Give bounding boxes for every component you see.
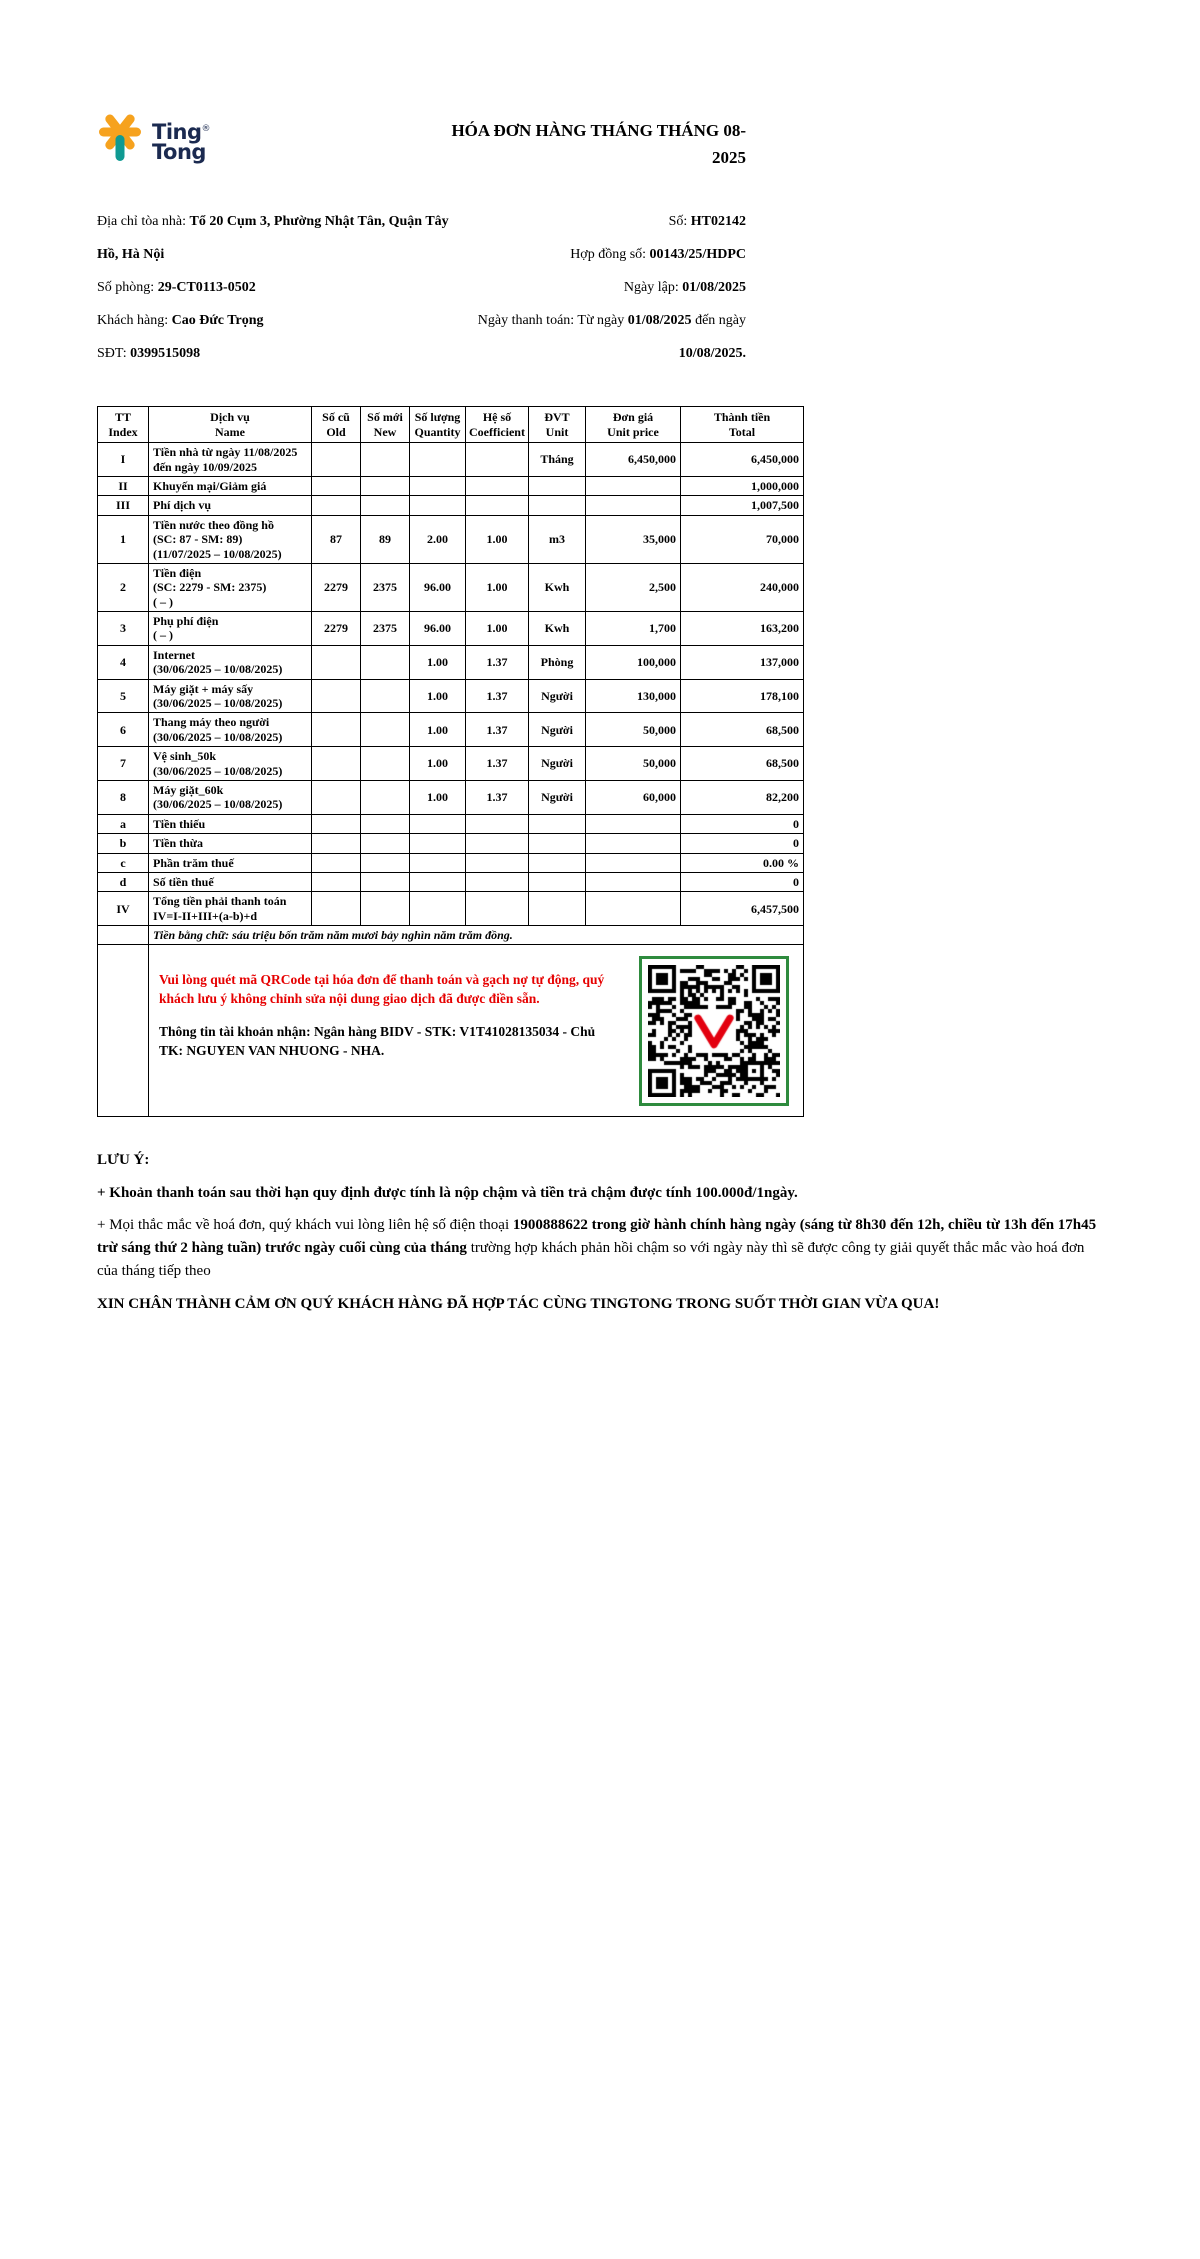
text-segment: 00143/25/HDPC <box>649 247 746 263</box>
cell-quantity <box>410 853 466 872</box>
tingtong-logo-text <box>152 113 210 162</box>
cell-old: 2279 <box>312 563 361 611</box>
footer-notes-line-3 <box>97 1293 947 1316</box>
cell-new: 2375 <box>361 612 410 646</box>
cell-index: a <box>98 814 149 833</box>
invoice-content <box>97 113 1103 1325</box>
cell-total: 68,500 <box>681 713 804 747</box>
text-segment: V1T41028135034 <box>459 1024 560 1040</box>
info-left-column-line-1 <box>97 271 461 304</box>
info-left-column-line-3 <box>97 337 461 370</box>
cell-total: 6,457,500 <box>681 892 804 926</box>
cell-new <box>361 443 410 477</box>
cell-quantity: 1.00 <box>410 780 466 814</box>
table-row-4 <box>98 645 804 679</box>
cell-coefficient <box>466 872 529 891</box>
column-header-8: Thành tiền Total <box>681 407 804 443</box>
cell-total: 6,450,000 <box>681 443 804 477</box>
cell-unit-price <box>586 476 681 495</box>
qr-code-frame <box>639 956 789 1106</box>
column-header-2: Số cũ Old <box>312 407 361 443</box>
cell-unit <box>529 814 586 833</box>
cell-service-name: Phí dịch vụ <box>149 496 312 515</box>
info-right-column-line-2 <box>461 271 746 304</box>
text-segment: 01/08/2025 <box>682 280 746 296</box>
qr-texts <box>159 953 621 1061</box>
table-row-7 <box>98 747 804 781</box>
cell-service-name: Tiền thừa <box>149 834 312 853</box>
cell-old: 87 <box>312 515 361 563</box>
table-row-III <box>98 496 804 515</box>
cell-old <box>312 892 361 926</box>
invoice-table <box>97 406 804 1117</box>
cell-new <box>361 872 410 891</box>
cell-unit <box>529 476 586 495</box>
cell-quantity <box>410 814 466 833</box>
cell-service-name: Thang máy theo người (30/06/2025 – 10/08/2025) <box>149 713 312 747</box>
cell-old <box>312 713 361 747</box>
cell-index: 5 <box>98 679 149 713</box>
cell-coefficient: 1.00 <box>466 612 529 646</box>
cell-new: 2375 <box>361 563 410 611</box>
table-row-8 <box>98 780 804 814</box>
table-row-b <box>98 834 804 853</box>
cell-coefficient: 1.37 <box>466 713 529 747</box>
text-segment: NGUYEN VAN NHUONG - NHA. <box>186 1043 385 1059</box>
cell-quantity: 2.00 <box>410 515 466 563</box>
cell-index: 1 <box>98 515 149 563</box>
cell-coefficient <box>466 496 529 515</box>
cell-total: 0 <box>681 814 804 833</box>
info-right-column <box>461 205 803 370</box>
text-segment: Ngày lập: <box>623 280 683 296</box>
cell-quantity: 1.00 <box>410 747 466 781</box>
cell-old: 2279 <box>312 612 361 646</box>
invoice-info <box>97 205 803 370</box>
cell-unit <box>529 892 586 926</box>
cell-service-name: Phụ phí điện ( – ) <box>149 612 312 646</box>
tingtong-logo <box>97 113 210 163</box>
cell-quantity: 1.00 <box>410 713 466 747</box>
cell-unit: Người <box>529 679 586 713</box>
column-header-4: Số lượng Quantity <box>410 407 466 443</box>
cell-unit: Người <box>529 747 586 781</box>
cell-unit-price: 6,450,000 <box>586 443 681 477</box>
logo-text-line-1 <box>152 119 210 142</box>
cell-unit-price <box>586 892 681 926</box>
cell-unit-price: 35,000 <box>586 515 681 563</box>
cell-total: 70,000 <box>681 515 804 563</box>
cell-index: 3 <box>98 612 149 646</box>
text-segment: trường hợp khách phản hồi chậm so với ngày này thì sẽ được công ty giải quyết thắc mắc vào hoá đơn của tháng tiếp theo <box>97 1240 1085 1280</box>
info-right-column-line-1 <box>461 238 746 271</box>
cell-quantity <box>410 872 466 891</box>
table-row-2 <box>98 563 804 611</box>
qr-account-info <box>159 1023 621 1061</box>
table-row-I <box>98 443 804 477</box>
invoice-main <box>97 113 803 1117</box>
table-row-c <box>98 853 804 872</box>
cell-unit: m3 <box>529 515 586 563</box>
text-segment: Số phòng: <box>97 280 158 296</box>
cell-quantity <box>410 476 466 495</box>
cell-total: 68,500 <box>681 747 804 781</box>
cell-service-name: Máy giặt_60k (30/06/2025 – 10/08/2025) <box>149 780 312 814</box>
table-row-5 <box>98 679 804 713</box>
cell-index: d <box>98 872 149 891</box>
text-segment: 29-CT0113-0502 <box>157 280 256 296</box>
cell-unit: Người <box>529 713 586 747</box>
cell-unit-price: 130,000 <box>586 679 681 713</box>
cell-quantity <box>410 892 466 926</box>
cell-service-name: Internet (30/06/2025 – 10/08/2025) <box>149 645 312 679</box>
cell-total: 1,007,500 <box>681 496 804 515</box>
text-segment: LƯU Ý: <box>97 1152 150 1169</box>
info-left-column-line-0 <box>97 205 461 271</box>
cell-index: c <box>98 853 149 872</box>
cell-total: 240,000 <box>681 563 804 611</box>
column-header-3: Số mới New <box>361 407 410 443</box>
cell-new <box>361 834 410 853</box>
cell-new <box>361 679 410 713</box>
cell-total: 82,200 <box>681 780 804 814</box>
cell-quantity: 1.00 <box>410 645 466 679</box>
footer-notes <box>97 1149 1103 1316</box>
text-segment: SĐT: <box>97 346 131 362</box>
cell-new <box>361 713 410 747</box>
cell-coefficient: 1.37 <box>466 747 529 781</box>
cell-quantity: 1.00 <box>410 679 466 713</box>
footer-notes-line-1 <box>97 1182 1103 1205</box>
cell-index: I <box>98 443 149 477</box>
table-row-d <box>98 872 804 891</box>
cell-coefficient <box>466 443 529 477</box>
column-header-6: ĐVT Unit <box>529 407 586 443</box>
cell-service-name: Tiền nước theo đồng hồ (SC: 87 - SM: 89) (11/07/2025 – 10/08/2025) <box>149 515 312 563</box>
cell-new <box>361 853 410 872</box>
column-header-0: TT Index <box>98 407 149 443</box>
text-segment: + Khoản thanh toán sau thời hạn quy định được tính là nộp chậm và tiền trả chậm được tính 100.000đ/1ngày. <box>97 1184 798 1201</box>
cell-old <box>312 780 361 814</box>
text-segment: XIN CHÂN THÀNH CẢM ƠN QUÝ KHÁCH HÀNG ĐÃ HỢP TÁC CÙNG TINGTONG TRONG SUỐT THỜI GIAN VỪA QUA! <box>97 1295 940 1312</box>
text-segment: đến ngày <box>691 313 746 329</box>
cell-old <box>312 834 361 853</box>
logo-word-tong: Tong <box>152 140 206 164</box>
cell-old <box>312 496 361 515</box>
qr-row <box>98 945 804 1117</box>
column-header-7: Đơn giá Unit price <box>586 407 681 443</box>
text-segment: - Chủ TK: <box>159 1024 596 1059</box>
cell-total: 0 <box>681 872 804 891</box>
cell-new <box>361 747 410 781</box>
cell-new <box>361 645 410 679</box>
footer-notes-line-2 <box>97 1214 1103 1284</box>
cell-total: 178,100 <box>681 679 804 713</box>
cell-coefficient <box>466 853 529 872</box>
cell-unit-price: 100,000 <box>586 645 681 679</box>
footer-notes-line-0 <box>97 1149 1103 1172</box>
amount-in-words-empty-cell <box>98 926 149 945</box>
cell-new <box>361 780 410 814</box>
cell-service-name: Tiền nhà từ ngày 11/08/2025 đến ngày 10/09/2025 <box>149 443 312 477</box>
cell-old <box>312 872 361 891</box>
table-row-6 <box>98 713 804 747</box>
cell-unit-price <box>586 853 681 872</box>
cell-service-name: Vệ sinh_50k (30/06/2025 – 10/08/2025) <box>149 747 312 781</box>
cell-unit-price: 50,000 <box>586 747 681 781</box>
cell-unit-price: 2,500 <box>586 563 681 611</box>
cell-service-name: Số tiền thuế <box>149 872 312 891</box>
registered-mark: ® <box>201 124 211 134</box>
cell-total: 0.00 % <box>681 853 804 872</box>
invoice-title: HÓA ĐƠN HÀNG THÁNG THÁNG 08-2025 <box>451 121 746 168</box>
amount-in-words-row <box>98 926 804 945</box>
text-segment: + Mọi thắc mắc về hoá đơn, quý khách vui lòng liên hệ số điện thoại <box>97 1216 513 1233</box>
cell-service-name: Tiền điện (SC: 2279 - SM: 2375) ( – ) <box>149 563 312 611</box>
cell-unit: Kwh <box>529 612 586 646</box>
cell-index: 4 <box>98 645 149 679</box>
amount-in-words-label: Tiền bằng chữ: <box>153 928 233 943</box>
cell-index: 7 <box>98 747 149 781</box>
text-segment: Tổ 20 Cụm 3, Phường Nhật Tân, Quận Tây Hồ, Hà Nội <box>97 214 449 263</box>
amount-in-words-cell <box>149 926 804 945</box>
text-segment: Cao Đức Trọng <box>171 313 264 329</box>
cell-new <box>361 814 410 833</box>
table-row-IV <box>98 892 804 926</box>
cell-new <box>361 496 410 515</box>
cell-new <box>361 892 410 926</box>
cell-unit-price: 1,700 <box>586 612 681 646</box>
amount-in-words-value: sáu triệu bốn trăm năm mươi bảy nghìn năm trăm đồng. <box>232 928 513 943</box>
cell-total: 137,000 <box>681 645 804 679</box>
cell-unit <box>529 872 586 891</box>
cell-unit-price <box>586 872 681 891</box>
cell-unit <box>529 834 586 853</box>
cell-unit-price <box>586 814 681 833</box>
cell-total: 1,000,000 <box>681 476 804 495</box>
cell-service-name: Tổng tiền phải thanh toán IV=I-II+III+(a-b)+d <box>149 892 312 926</box>
cell-index: III <box>98 496 149 515</box>
text-segment: HT02142 <box>690 214 746 230</box>
cell-service-name: Phần trăm thuế <box>149 853 312 872</box>
cell-old <box>312 679 361 713</box>
cell-total: 0 <box>681 834 804 853</box>
cell-old <box>312 747 361 781</box>
qr-code <box>648 965 780 1097</box>
cell-unit-price: 60,000 <box>586 780 681 814</box>
table-header-row <box>98 407 804 443</box>
qr-row-cell <box>149 945 804 1117</box>
table-row-II <box>98 476 804 495</box>
cell-service-name: Khuyến mại/Giảm giá <box>149 476 312 495</box>
text-segment: 0399515098 <box>130 346 201 362</box>
cell-index: 6 <box>98 713 149 747</box>
cell-new <box>361 476 410 495</box>
cell-unit: Người <box>529 780 586 814</box>
cell-unit <box>529 853 586 872</box>
column-header-1: Dịch vụ Name <box>149 407 312 443</box>
table-row-3 <box>98 612 804 646</box>
info-right-column-line-0 <box>461 205 746 238</box>
cell-coefficient <box>466 814 529 833</box>
invoice-table-body <box>98 443 804 1117</box>
table-row-1 <box>98 515 804 563</box>
cell-old <box>312 476 361 495</box>
cell-quantity <box>410 443 466 477</box>
qr-payment-notice: Vui lòng quét mã QRCode tại hóa đơn để thanh toán và gạch nợ tự động, quý khách lưu ý không chỉnh sửa nội dung giao dịch đã được điền sẵn. <box>159 972 605 1007</box>
cell-unit: Kwh <box>529 563 586 611</box>
cell-coefficient <box>466 892 529 926</box>
cell-coefficient: 1.00 <box>466 515 529 563</box>
cell-index: II <box>98 476 149 495</box>
column-header-5: Hệ số Coefficient <box>466 407 529 443</box>
cell-quantity <box>410 834 466 853</box>
cell-index: 2 <box>98 563 149 611</box>
cell-coefficient <box>466 834 529 853</box>
text-segment: 01/08/2025 <box>627 313 692 329</box>
cell-service-name: Tiền thiếu <box>149 814 312 833</box>
cell-unit-price <box>586 496 681 515</box>
cell-old <box>312 853 361 872</box>
cell-coefficient: 1.37 <box>466 679 529 713</box>
info-right-column-line-3 <box>461 304 746 370</box>
text-segment: Ngày thanh toán: Từ ngày <box>477 313 628 329</box>
invoice-header <box>97 113 803 171</box>
cell-index: b <box>98 834 149 853</box>
cell-service-name: Máy giặt + máy sấy (30/06/2025 – 10/08/2025) <box>149 679 312 713</box>
text-segment: Khách hàng: <box>97 313 172 329</box>
cell-old <box>312 645 361 679</box>
text-segment: Địa chỉ tòa nhà: <box>97 214 190 230</box>
cell-quantity: 96.00 <box>410 563 466 611</box>
cell-unit <box>529 496 586 515</box>
text-segment: Hợp đồng số: <box>570 247 650 263</box>
cell-new: 89 <box>361 515 410 563</box>
text-segment: Số: <box>668 214 691 230</box>
cell-unit-price: 50,000 <box>586 713 681 747</box>
cell-old <box>312 814 361 833</box>
cell-index: IV <box>98 892 149 926</box>
cell-coefficient: 1.00 <box>466 563 529 611</box>
info-left-column-line-2 <box>97 304 461 337</box>
table-row-a <box>98 814 804 833</box>
cell-quantity <box>410 496 466 515</box>
cell-old <box>312 443 361 477</box>
cell-unit: Phòng <box>529 645 586 679</box>
cell-unit-price <box>586 834 681 853</box>
text-segment: 1900888622 trong giờ hành chính hàng ngày (sáng từ 8h30 đến 12h, chiều từ 13h đến 17h45 trừ sáng thứ 2 hàng tuần) trước ngày cuối cùng của tháng <box>97 1216 1097 1257</box>
qr-row-layout <box>153 947 799 1114</box>
logo-word-ting: Ting <box>152 120 202 144</box>
qr-row-empty-cell <box>98 945 149 1117</box>
cell-coefficient: 1.37 <box>466 645 529 679</box>
info-left-column <box>97 205 461 370</box>
text-segment: Thông tin tài khoản nhận: Ngân hàng BIDV - STK: <box>159 1024 460 1040</box>
cell-quantity: 96.00 <box>410 612 466 646</box>
text-segment: 10/08/2025. <box>678 346 746 362</box>
cell-total: 163,200 <box>681 612 804 646</box>
tingtong-logo-icon <box>97 113 143 163</box>
cell-index: 8 <box>98 780 149 814</box>
cell-unit: Tháng <box>529 443 586 477</box>
logo-text-line-2 <box>152 142 210 162</box>
cell-coefficient: 1.37 <box>466 780 529 814</box>
cell-coefficient <box>466 476 529 495</box>
